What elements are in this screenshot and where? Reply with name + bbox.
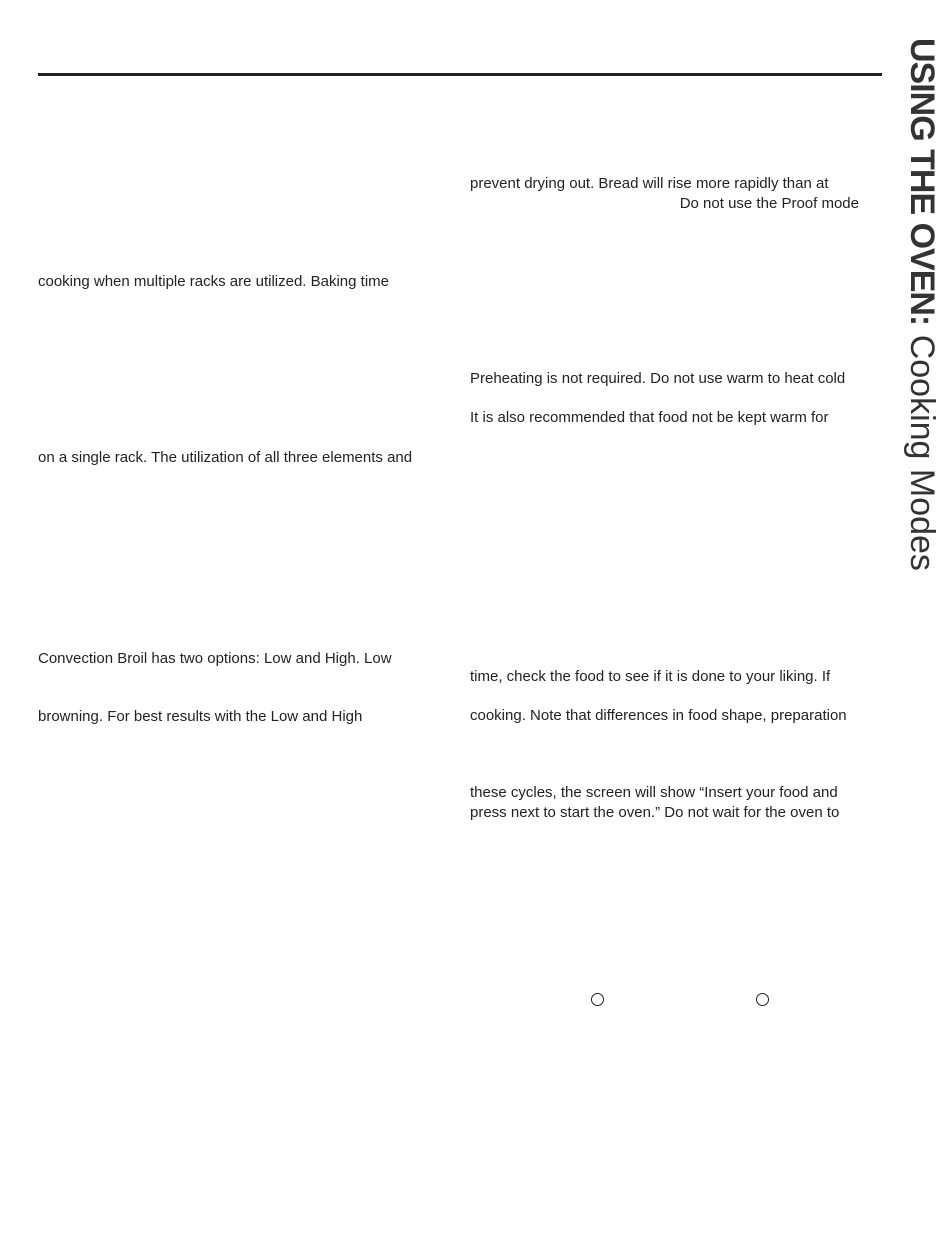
header-rule [38,73,882,76]
section-title-sub: Cooking Modes [903,325,941,571]
right-text-line: press next to start the oven.” Do not wait for the oven to [470,804,840,821]
right-text-line: Do not use the Proof mode [679,195,859,212]
left-text-line: cooking when multiple racks are utilized. Baking time [38,273,389,290]
right-text-line: time, check the food to see if it is done to your liking. If [470,668,831,685]
right-text-line: these cycles, the screen will show “Insert your food and [470,784,838,801]
right-text-line: It is also recommended that food not be kept warm for [470,409,829,426]
section-title-main: USING THE OVEN: [903,38,941,326]
circle-icon [591,993,604,1006]
left-text-line: browning. For best results with the Low and High [38,708,363,725]
right-text-line: Preheating is not required. Do not use warm to heat cold [470,370,846,387]
left-text-line: on a single rack. The utilization of all three elements and [38,449,413,466]
circle-icon [756,993,769,1006]
right-text-line: cooking. Note that differences in food shape, preparation [470,707,847,724]
section-title [903,38,941,571]
right-text-line: prevent drying out. Bread will rise more rapidly than at [470,175,829,192]
left-text-line: Convection Broil has two options: Low and High. Low [38,650,392,667]
